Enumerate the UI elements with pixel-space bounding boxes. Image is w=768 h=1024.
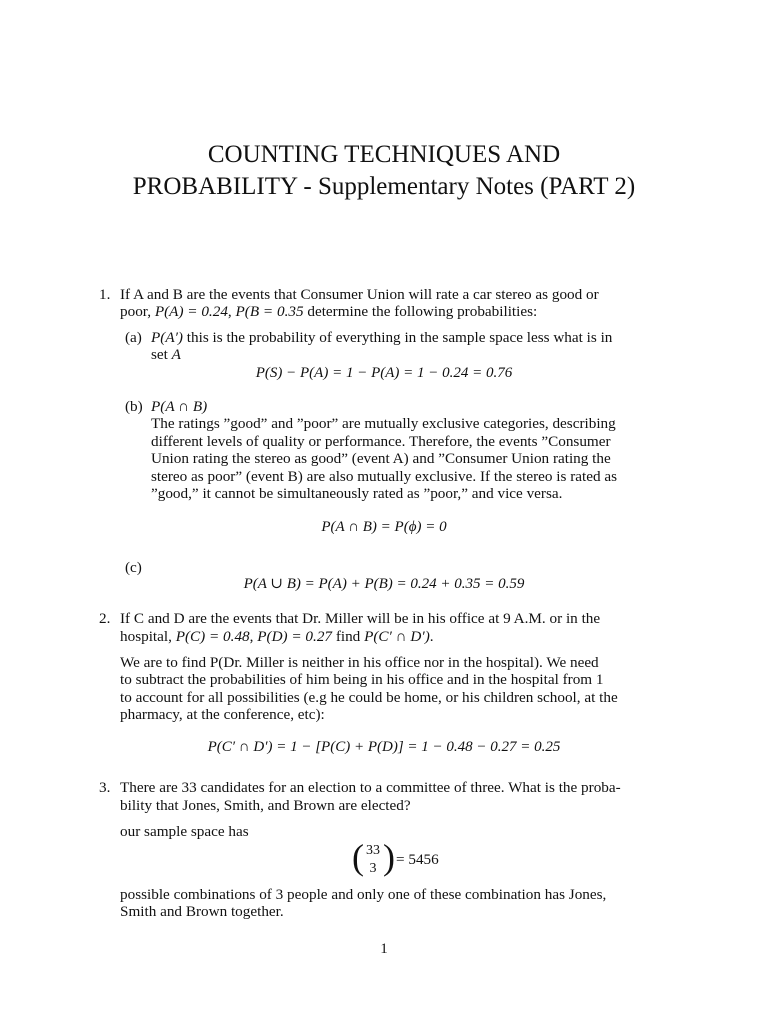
q1b-line-2: different levels of quality or performance. Therefore, the events ”Consumer [151, 433, 611, 450]
q1b-line-4: stereo as poor” (event B) are also mutually exclusive. If the stereo is rated as [151, 468, 617, 485]
q1a-text-line-2: set A [151, 346, 181, 363]
q1b-line-3: Union rating the stereo as good” (event A) and ”Consumer Union rating the [151, 450, 611, 467]
q1-number: 1. [99, 286, 111, 303]
q3-intro: our sample space has [120, 823, 249, 840]
q3-text-line-2: bility that Jones, Smith, and Brown are elected? [120, 797, 411, 814]
q3-line-1: possible combinations of 3 people and only one of these combination has Jones, [120, 886, 607, 903]
q2-line-4: pharmacy, at the conference, etc): [120, 706, 325, 723]
q2-equation: P(C′ ∩ D′) = 1 − [P(C) + P(D)] = 1 − 0.48 − 0.27 = 0.25 [207, 739, 561, 755]
q1-pb: P(B = 0.35 [235, 303, 304, 320]
q1-text-line-2: poor, P(A) = 0.24, P(B = 0.35 determine the following probabilities: [120, 303, 538, 320]
q1a-expr: P(A′) [151, 329, 183, 346]
q2-line-3: to account for all possibilities (e.g he could be home, or his children school, at the [120, 689, 618, 706]
q1-pa: P(A) = 0.24 [154, 303, 228, 320]
q3-text-line-1: There are 33 candidates for an election to a committee of three. What is the proba- [120, 779, 621, 796]
q3-number: 3. [99, 779, 111, 796]
left-paren-glyph: ( [352, 837, 364, 877]
q1b-line-1: The ratings ”good” and ”poor” are mutually exclusive categories, describing [151, 415, 616, 432]
q1c-equation: P(A ∪ B) = P(A) + P(B) = 0.24 + 0.35 = 0.59 [243, 576, 525, 592]
q1a-text-line-1: P(A′) this is the probability of everything in the sample space less what is in [151, 329, 613, 346]
q3-line-2: Smith and Brown together. [120, 903, 284, 920]
q1b-line-5: ”good,” it cannot be simultaneously rated as ”poor,” and vice versa. [151, 485, 563, 502]
q2-line-1: We are to find P(Dr. Miller is neither in his office nor in the hospital). We need [120, 654, 599, 671]
right-paren-glyph: ) [383, 837, 395, 877]
binom-result: = 5456 [396, 851, 439, 868]
q1b-expr: P(A ∩ B) [151, 398, 208, 415]
binomial-coefficient [352, 838, 442, 880]
q1-text-line-1: If A and B are the events that Consumer Union will rate a car stereo as good or [120, 286, 599, 303]
title-line-1: COUNTING TECHNIQUES AND [207, 141, 561, 168]
q2-text-line-1: If C and D are the events that Dr. Miller will be in his office at 9 A.M. or in the [120, 610, 601, 627]
q1c-label: (c) [125, 559, 142, 576]
q1a-equation: P(S) − P(A) = 1 − P(A) = 1 − 0.24 = 0.76 [255, 365, 513, 381]
q1a-label: (a) [125, 329, 142, 346]
q2-number: 2. [99, 610, 111, 627]
q2-text-line-2: hospital, P(C) = 0.48, P(D) = 0.27 find P(C′ ∩ D′). [120, 628, 434, 645]
page-number: 1 [380, 941, 388, 957]
binom-top: 33 [366, 843, 380, 858]
q1b-label: (b) [125, 398, 143, 415]
q2-line-2: to subtract the probabilities of him being in his office and in the hospital from 1 [120, 671, 604, 688]
title-line-2: PROBABILITY - Supplementary Notes (PART 2) [132, 173, 636, 200]
q1b-equation: P(A ∩ B) = P(ϕ) = 0 [321, 519, 447, 535]
binom-bottom: 3 [369, 861, 377, 876]
